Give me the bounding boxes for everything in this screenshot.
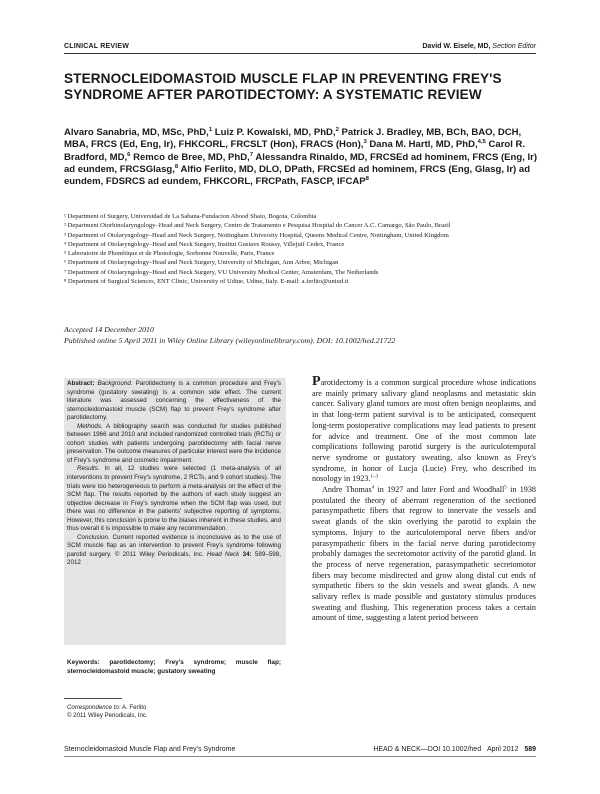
author: Luiz P. Kowalski, MD, PhD, <box>214 127 336 138</box>
section-label: CLINICAL REVIEW <box>64 43 130 50</box>
affiliation-email[interactable]: ⁸ Department of Surgical Sciences, ENT Clinic, University of Udine, Udine, Italy. E-mail: a.ferlito@uniud.it <box>64 278 349 286</box>
author-list: Alvaro Sanabria, MD, MSc, PhD,$^1$ Luiz P. Kowalski, MD, PhD,$^2$ Patrick J. Bradley, MB, BCh, BAO, DCH, MBA, FRCS (Ed, Eng, Ir), FHKCORL, FRCSLT (Hon), FRACS (Hon),$^3$ Dana M. Hartl, MD, PhD,$^{4,5}$ Carol R. Bradford, MD,$^6$ Remco de Bree, MD, PhD,$^7$ Alessandra Rinaldo, MD, FRCSEd ad hominem, FRCS (Eng, Ir) ad eundem, FRCSGlasg,$^8$ Alfio Ferlito, MD, DLO, DPath, FRCSEd ad hominem, FRCS (Eng, Glasg, Ir) ad eundem, FDSRCS ad eundem, FHKCORL, FRCPath, FASCP, IFCAP$^8$ <box>64 126 538 188</box>
author: Carol R. Bradford, MD, <box>64 139 526 163</box>
author: Patrick J. Bradley, MB, BCh, BAO, DCH, MBA, FRCS (Ed, Eng, Ir), FHKCORL, FRCSLT (Hon), FRACS (Hon), <box>64 127 522 151</box>
affiliation: ⁷ Department of Otolaryngology–Head and Neck Surgery, VU University Medical Center, Amsterdam, The Netherlands <box>64 268 379 276</box>
running-title: Sternocleidomastoid Muscle Flap and Frey's Syndrome <box>64 746 236 753</box>
affiliation: ¹ Department of Surgery, Universidad de La Sabana-Fundacion Abood Shaio, Bogota, Colombia <box>64 213 317 220</box>
author: Alfio Ferlito, MD, DLO, DPath, FRCSEd ad hominem, FRCS (Eng, Glasg, Ir) ad eundem, FDSRCS ad eundem, FHKCORL, FRCPath, FASCP, IFCAP <box>64 163 531 188</box>
footer-rule <box>64 756 536 757</box>
accepted-date: Accepted 14 December 2010 <box>64 325 154 334</box>
correspondence: Correspondence to: A. Ferlito © 2011 Wiley Periodicals, Inc. <box>67 704 148 719</box>
article-title: STERNOCLEIDOMASTOID MUSCLE FLAP IN PREVENTING FREY'S SYNDROME AFTER PAROTIDECTOMY: A SYSTEMATIC REVIEW <box>64 71 502 102</box>
section-editor: David W. Eisele, MD, Section Editor <box>422 43 536 50</box>
body-text: Parotidectomy is a common surgical procedure whose indications are mainly primary salivary gland neoplasms and metastatic skin cancer. Salivary gland tumors are most often benign neoplasms, and in that long-term patient survival is to be anticipated, consequent long-term postoperative complications may lead patients to present for advice and treatment. One of the most common late complications following parotid surgery is the auriculotemporal nerve syndrome or gustatory sweating, also known as Frey's syndrome, in honor of Lucja (Lucie) Frey, who described its nosology in 1923.$^{1-3}$ Andre Thomas$^4$ in 1927 and later Ford and Woodhall$^5$ in 1938 postulated the theory of aberrant regeneration of the sectioned parasympathetic fibers that regrow to innervate the vessels and sweat glands of the skin overlying the parotid to explain the symptoms. Injury to the auriculotemporal nerve fibers and/or parasympathetic fibers in the facial nerve during parotidectomy probably damages the secretomotor activity of the parotid gland. In the process of nerve regeneration, parasympathetic secretomotor fibers may become misdirected and grow along distal cut ends of sympathetic fibers to the skin vessels and sweat glands. A new salivary reflex is made possible and gustatory stimulus produces sweating and flushing. This regeneration process takes a certain amount of time, suggesting a latent period between <box>312 374 536 623</box>
published-online: Published online 5 April 2011 in Wiley Online Library (wileyonlinelibrary.com). DOI: 10.1002/hed.21722 <box>64 336 396 345</box>
page-number: 589 <box>524 746 536 753</box>
publication-dates <box>64 324 534 346</box>
affiliation: ⁴ Department of Otolaryngology–Head and Neck Surgery, Institut Gustave Roussy, Villejuif Cedex, France <box>64 240 345 248</box>
affiliation: ² Department Otorhinolaryngology–Head and Neck Surgery, Centro de Tratamento e Pesquisa Hospital do Cancer A.C. Camargo, São Paulo, Brazil <box>64 222 451 230</box>
author: Alvaro Sanabria, MD, MSc, PhD, <box>64 127 209 138</box>
author: Remco de Bree, MD, PhD, <box>133 151 250 163</box>
keywords: Keywords: parotidectomy; Frey's syndrome; muscle flap; sternocleidomastoid muscle; gustatory sweating <box>67 659 281 675</box>
header-rule <box>64 53 536 54</box>
affiliation: ⁵ Laboratoire de Phonétique et de Phonologie, Sorbonne Nouvelle, Paris, France <box>64 250 275 258</box>
drop-cap: P <box>312 374 321 389</box>
affiliations <box>64 212 534 286</box>
abstract: Abstract: Background. Parotidectomy is a common procedure and Frey's syndrome (gustatory sweating) is a common side effect. The current literature was assessed concerning the effectiveness of the sternocleidomastoid muscle (SCM) flap to prevent Frey's syndrome after parotidectomy. Methods. A bibliography search was conducted for studies published between 1966 and 2010 and included randomized controlled trials (RCTs) or cohort studies with patients undergoing parotidectomy with facial nerve preservation. The outcome measures of particular interest were the incidence of Frey's syndrome and cosmetic impairment. Results. In all, 12 studies were selected (1 meta-analysis of all interventions to prevent Frey's syndrome, 2 RCTs, and 9 cohort studies). The trials were too heterogeneous to perform a meta-analysis on the effect of the SCM flap. The results reported by the authors of each study suggest an objective decrease in Frey's syndrome when the SCM flap was used, but there was no difference in the patients' subjective reporting of symptoms. However, this conclusion is prone to the biases inherent in these studies, and thus overall it is impossible to make any recommendation. Conclusion. Current reported evidence is inconclusive as to the use of SCM muscle flap as an intervention to prevent Frey's syndrome following parotid surgery. © 2011 Wiley Periodicals, Inc. Head Neck 34: 589–598, 2012 <box>67 380 281 567</box>
affiliation: ⁶ Department of Otolaryngology–Head and Neck Surgery, University of Michigan, Ann Arbor, Michigan <box>64 259 339 267</box>
author: Dana M. Hartl, MD, PhD, <box>369 139 478 151</box>
correspondence-rule <box>64 698 122 699</box>
journal-footer: HEAD & NECK—DOI 10.1002/hed April 2012 589 <box>373 746 536 753</box>
author: Alessandra Rinaldo, MD, FRCSEd ad hominem, FRCS (Eng, Ir) ad eundem, FRCSGlasg, <box>64 151 538 175</box>
affiliation: ³ Department of Otolaryngology–Head and Neck Surgery, Nottingham University Hospital, Queens Medical Centre, Nottingham, United Kingdom <box>64 231 449 239</box>
